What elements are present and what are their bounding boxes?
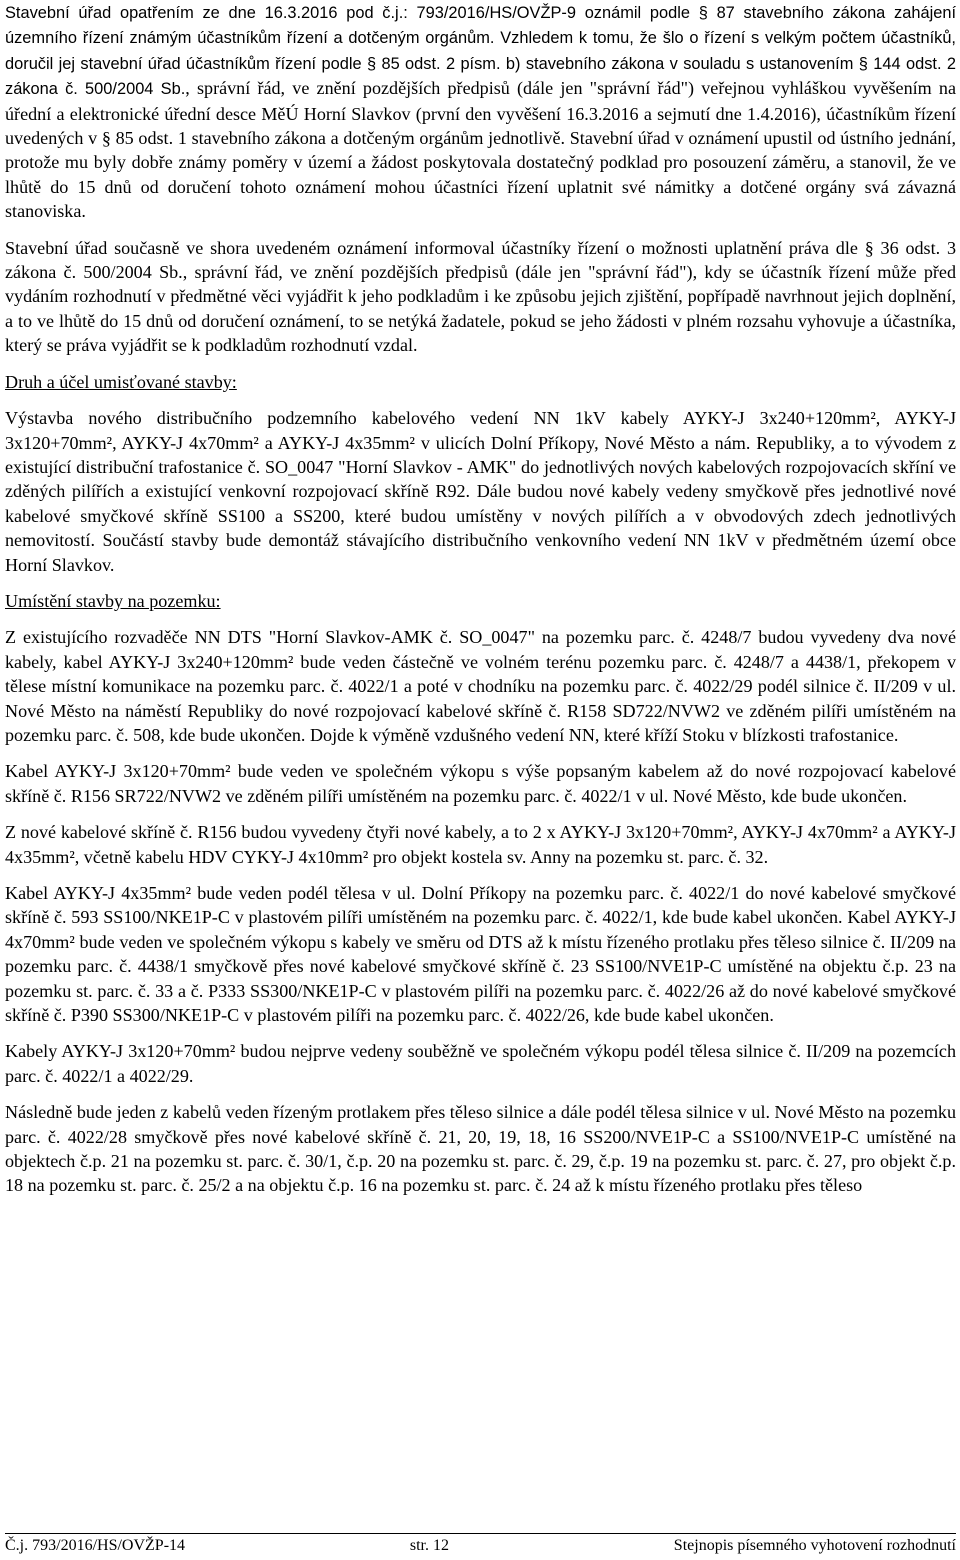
paragraph-location-5: Kabely AYKY-J 3x120+70mm² budou nejprve vedeny souběžně ve společném výkopu podél tělesa silnice č. II/209 na pozemcích parc. č. 4022/1 a 4022/29. bbox=[5, 1041, 956, 1086]
paragraph-location-3: Z nové kabelové skříně č. R156 budou vyvedeny čtyři nové kabely, a to 2 x AYKY-J 3x120+70mm², AYKY-J 4x70mm² a AYKY-J 4x35mm², včetně kabelu HDV CYKY-J 4x10mm² pro objekt kostela sv. Anny na pozemku st. parc. č. 32. bbox=[5, 822, 956, 867]
footer-note: Stejnopis písemného vyhotovení rozhodnutí bbox=[673, 1537, 956, 1554]
paragraph-location-1: Z existujícího rozvaděče NN DTS "Horní Slavkov-AMK č. SO_0047" na pozemku parc. č. 4248/7 budou vyvedeny dva nové kabely, kabel AYKY-J 3x240+120mm² bude veden částečně ve volném terénu pozemku parc. č. 4248/7 a 4438/1, překopem v tělese místní komunikace na pozemku parc. č. 4022/1 a poté v chodníku na pozemku parc. č. 4022/29 podél silnice č. II/209 v ul. Nové Město na náměstí Republiky do nové rozpojovací kabelové skříně č. R158 SD722/NVW2 ve zděném pilíři umístěném na pozemku parc. č. 508, kde bude ukončen. Dojde k výměně vzdušného vedení NN, které kříží Stoku v blízkosti trafostanice. bbox=[5, 627, 956, 745]
paragraph-participant-rights: Stavební úřad současně ve shora uvedeném oznámení informoval účastníky řízení o možnosti uplatnění práva dle § 36 odst. 3 zákona č. 500/2004 Sb., správní řád, ve znění pozdějších předpisů (dále jen "správní řád"), kdy se účastník řízení může před vydáním rozhodnutí v předmětné věci vyjádřit k jeho podkladům i ke způsobu jejich zjištění, popřípadě navrhnout jejich doplnění, a to ve lhůtě do 15 dnů od doručení oznámení, to se netýká žadatele, pokud se jeho žádosti v plném rozsahu vyhovuje a účastníka, který se práva vyjádřit se k podkladům rozhodnutí vzdal. bbox=[5, 237, 956, 356]
paragraph-notice bbox=[5, 0, 956, 224]
paragraph-notice-part1: Stavební úřad opatřením ze dne 16.3.2016 pod č.j.: 793/2016/HS/OVŽP-9 oznámil podle § 87 stavebního zákona zahájení územního řízení známým účastníkům řízení a dotčeným orgánům. Vzhledem k tomu, že šlo o řízení s velkým počtem účastníků, doručil jej stavební úřad účastníkům řízení podle § 85 odst. 2 písm. b) stavebního zákona v souladu s ustanovením § 144 odst. 2 zákona č. 500/2004 Sb. bbox=[5, 4, 956, 99]
paragraph-notice-part2: , správní řád, ve znění pozdějších předpisů (dále jen "správní řád") veřejnou vyhláškou vyvěšením na úřední a elektronické úřední desce MěÚ Horní Slavkov (první den vyvěšení 16.3.2016 a sejmutí dne 1.4.2016), účastníkům řízení uvedených v § 85 odst. 1 stavebního zákona a dotčeným orgánům jednotlivě. Stavební úřad v oznámení upustil od ústního jednání, protože mu byly dobře známy poměry v území a žádost poskytovala dostatečný podklad pro posouzení záměru, a stanovil, že ve lhůtě do 15 dnů od doručení tohoto oznámení mohou účastníci řízení uplatnit své námitky a dotčené orgány svá závazná stanoviska. bbox=[5, 78, 956, 222]
paragraph-location-6: Následně bude jeden z kabelů veden řízeným protlakem přes těleso silnice a dále podél tělesa silnice v ul. Nové Město na pozemku parc. č. 4022/28 smyčkově přes nové kabelové skříně č. 21, 20, 19, 18, 16 SS200/NVE1P-C a SS100/NVE1P-C umístěné na objektech č.p. 21 na pozemku st. parc. č. 30/1, č.p. 20 na pozemku st. parc. č. 29, č.p. 19 na pozemku st. parc. č. 27, pro objekt č.p. 18 na pozemku st. parc. č. 25/2 a na objektu č.p. 16 na pozemku st. parc. č. 24 až k místu řízeného protlaku přes těleso bbox=[5, 1102, 956, 1196]
page-footer bbox=[5, 1533, 956, 1560]
paragraph-location-2: Kabel AYKY-J 3x120+70mm² bude veden ve společném výkopu s výše popsaným kabelem až do nové rozpojovací kabelové skříně č. R156 SR722/NVW2 ve zděném pilíři umístěném na pozemku parc. č. 4022/1 v ul. Nové Město, kde bude ukončen. bbox=[5, 761, 956, 806]
paragraph-building-description: Výstavba nového distribučního podzemního kabelového vedení NN 1kV kabely AYKY-J 3x240+120mm², AYKY-J 3x120+70mm², AYKY-J 4x70mm² a AYKY-J 4x35mm² v ulicích Dolní Příkopy, Nové Město a nám. Republiky, a to vývodem z existující distribuční trafostanice č. SO_0047 "Horní Slavkov - AMK" do jednotlivých nových kabelových rozpojovacích skříní ve zděných pilířích a existující venkovní rozpojovací skříně R92. Dále budou nové kabely vedeny smyčkově přes jednotlivé nové kabelové smyčkové skříně SS100 a SS200, které budou umístěny v nových pilířích a v obvodových zdech jednotlivých nemovitostí. Součástí stavby bude demontáž stávajícího distribučního venkovního vedení NN 1kV v předmětném území obce Horní Slavkov. bbox=[5, 408, 956, 575]
footer-reference: Č.j. 793/2016/HS/OVŽP-14 bbox=[5, 1537, 186, 1554]
heading-building-location: Umístění stavby na pozemku: bbox=[5, 590, 221, 611]
paragraph-location-4: Kabel AYKY-J 4x35mm² bude veden podél tělesa v ul. Dolní Příkopy na pozemku parc. č. 4022/1 do nové kabelové smyčkové skříně č. 593 SS100/NKE1P-C v plastovém pilíři umístěném na pozemku parc. č. 4022/1, kde bude kabel ukončen. Kabel AYKY-J 4x70mm² bude veden ve společném výkopu s kabely ve směru od DTS až k místu řízeného protlaku přes těleso silnice č. II/209 na pozemku parc. č. 4438/1 smyčkově přes nové kabelové smyčkové skříně č. 23 SS100/NVE1P-C umístěné na objektu č.p. 23 na pozemku st. parc. č. 33 a č. P333 SS300/NKE1P-C v plastovém pilíři na pozemku parc. č. 4022/26 až do nové kabelové smyčkové skříně č. P390 SS300/NKE1P-C v plastovém pilíři na pozemku parc. č. 4022/26, kde bude kabel ukončen. bbox=[5, 883, 956, 1026]
heading-building-type: Druh a účel umisťované stavby: bbox=[5, 371, 237, 392]
footer-page-number: str. 12 bbox=[409, 1537, 449, 1554]
